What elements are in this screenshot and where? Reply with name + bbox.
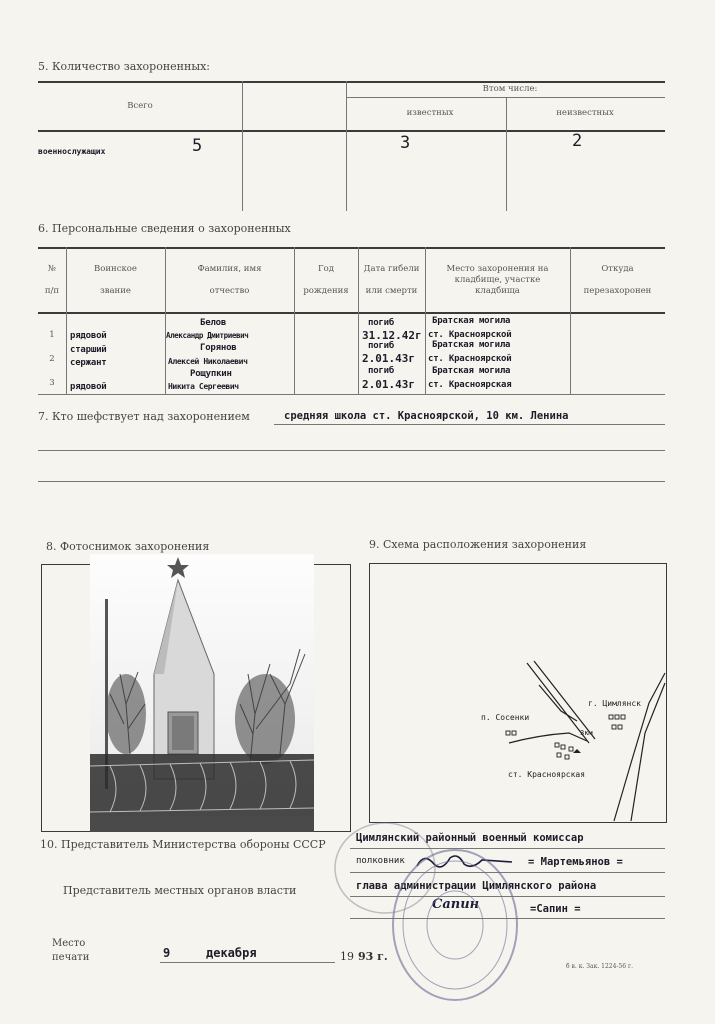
table-row-place-b: ст. Красноярской	[428, 330, 512, 340]
section6-title: 6. Персональные сведения о захороненных	[38, 222, 291, 235]
s6-h-from-b: перезахоронен	[583, 286, 652, 296]
section9-title: 9. Схема расположения захоронения	[369, 538, 587, 551]
s6-h-place-c: кладбища	[475, 286, 520, 296]
s5-unknown-value: 2	[572, 131, 583, 151]
s7-rule-3	[38, 481, 665, 482]
table-row-surname: Рощупкин	[190, 369, 232, 379]
table-row-death-a: погиб	[368, 341, 395, 351]
map-label-station: ст. Красноярская	[508, 770, 586, 779]
table-row-place-a: Братская могила	[432, 366, 511, 376]
table-row-death-a: погиб	[368, 318, 395, 328]
s5-col-known: известных	[406, 108, 454, 118]
s6-h-rank-a: Воинское	[94, 264, 137, 274]
section7-label: 7. Кто шефствует над захоронением	[38, 410, 250, 423]
s6-h-year-a: Год	[318, 264, 334, 274]
stamp-place-label-a: Место	[52, 938, 86, 949]
table-row-place-b: ст. Красноярская	[428, 380, 512, 390]
s5-col-incl: Втом числе:	[482, 84, 538, 94]
local-rep-name: =Сапин =	[530, 903, 581, 915]
section10-local-label: Представитель местных органов власти	[63, 884, 297, 897]
date-rule	[160, 962, 335, 963]
table-row-place-a: Братская могила	[432, 340, 511, 350]
section5-title: 5. Количество захороненных:	[38, 60, 211, 73]
date-year-suffix: 93 г.	[358, 950, 388, 963]
table-row-place-b: ст. Красноярской	[428, 354, 512, 364]
table-row-name: Никита Сергеевич	[168, 382, 239, 391]
section7-value: средняя школа ст. Красноярской, 10 км. Ленина	[284, 410, 569, 422]
s7-rule-1	[274, 424, 665, 425]
s6-h-year-b: рождения	[303, 286, 349, 296]
section10-mo-label: 10. Представитель Министерства обороны СССР	[40, 838, 326, 851]
table-row-rank-b: сержант	[70, 358, 107, 368]
map-label-sosenki: п. Сосенки	[481, 713, 530, 722]
s5-total-value: 5	[192, 136, 203, 156]
s6-h-place-a: Место захоронения на	[446, 264, 549, 274]
table-row-num: 2	[49, 354, 55, 364]
s5-row-label: военнослужащих	[38, 147, 106, 156]
s6-h-death-b: или смерти	[365, 286, 418, 296]
s6-h-num-a: №	[47, 264, 57, 274]
table-row-rank-a: старший	[70, 345, 107, 355]
map-label-tsimlyansk: г. Цимлянск	[588, 699, 641, 708]
table-row-name: Александр Дмитриевич	[166, 331, 249, 340]
table-row-num: 3	[49, 378, 55, 388]
s6-h-from-a: Откуда	[601, 264, 634, 274]
printer-mark: б в. к. Зак. 1224-56 г.	[566, 963, 634, 970]
s5-col-total: Всего	[127, 101, 153, 111]
stamp-place-label-b: печати	[52, 952, 90, 963]
table-row-name: Алексей Николаевич	[168, 357, 248, 366]
memorial-photo	[90, 554, 314, 832]
local-signature: Сапин	[432, 897, 480, 912]
table-row-rank: рядовой	[70, 382, 107, 392]
table-row-surname: Горянов	[200, 343, 237, 353]
s5-vline-3	[506, 97, 507, 211]
s5-vline-1	[242, 81, 243, 211]
s6-h-name-b: отчество	[209, 286, 250, 296]
s6-h-rank-b: звание	[100, 286, 131, 296]
mo-rep-name: = Мартемьянов =	[528, 856, 623, 868]
date-year-prefix: 19	[340, 950, 354, 963]
s6-h-num-b: п/п	[44, 286, 60, 296]
table-row-death-b: 2.01.43г	[362, 378, 415, 391]
s5-col-unknown: неизвестных	[556, 108, 614, 118]
s6-h-death-a: Дата гибели	[363, 264, 420, 274]
location-scheme	[369, 563, 667, 823]
table-row-rank: рядовой	[70, 331, 107, 341]
mo-rep-rank: полковник	[356, 856, 405, 866]
table-row-place-a: Братская могила	[432, 316, 511, 326]
table-row-death-b: 31.12.42г	[362, 329, 422, 342]
map-label-3km: 3км	[580, 729, 593, 737]
s6-h-place-b: кладбище, участке	[454, 275, 541, 285]
s6-h-name-a: Фамилия, имя	[197, 264, 262, 274]
table-row-surname: Белов	[200, 318, 227, 328]
table-row-death-a: погиб	[368, 366, 395, 376]
s5-known-value: 3	[400, 133, 411, 153]
mo-rep-title: Цимлянский районный военный комиссар	[356, 832, 584, 844]
s7-rule-2	[38, 450, 665, 451]
date-month: декабря	[206, 946, 257, 960]
local-rep-title: глава администрации Цимлянского района	[356, 880, 597, 892]
date-day: 9	[163, 946, 171, 960]
s5-header-rule	[38, 130, 665, 132]
official-stamp-2	[330, 818, 440, 918]
table-row-num: 1	[49, 330, 55, 340]
table-row-death-b: 2.01.43г	[362, 352, 415, 365]
s5-vline-2	[346, 81, 347, 211]
section8-title: 8. Фотоснимок захоронения	[46, 540, 210, 553]
